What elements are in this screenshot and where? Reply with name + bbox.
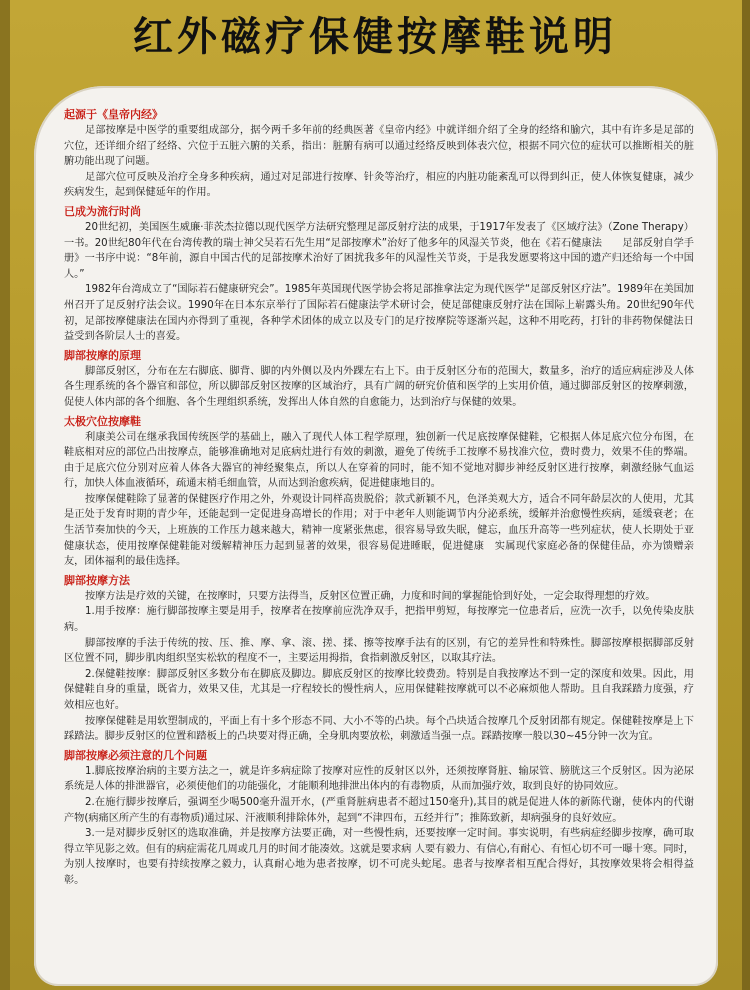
section-paragraph: 按摩保健鞋除了显著的保健医疗作用之外，外观设计同样高贵脱俗；款式新颖不凡，色泽美观大方，适合不同年龄层次的人使用，尤其是正处于发育时期的青少年，还能起到一定促进身高增长的作用；对于中老年人则能调节内分泌系统，缓解并治愈慢性疾病，延缓衰老；在生活节奏加快的今天，上班族的工作压力越来越大，精神一度紧张焦虑，很容易导致失眠，健忘，血压升高等一些列症状，使人长期处于亚健康状态，使用按摩保健鞋能对缓解精神压力起到显著的效果，很容易促进睡眠，促进健康 实属现代家庭必备的保健佳品，亦为馈赠亲友，团体福利的最佳选择。 — [64, 493, 694, 568]
section — [64, 203, 694, 345]
content-panel — [34, 86, 718, 986]
poster-frame-right — [742, 0, 750, 990]
section-paragraph: 足部按摩是中医学的重要组成部分，据今两千多年前的经典医著《皇帝内经》中就详细介绍了全身的经络和腧穴，其中有许多是足部的穴位，还详细介绍了经络、穴位于五脏六腑的关系，指出：脏腑有病可以通过经络反映到体表穴位，根据不同穴位的症状可以推断相关的脏腑功能出现了问题。 — [64, 125, 694, 168]
article-body — [64, 104, 694, 891]
section-paragraph: 2.在施行脚步按摩后，强调至少喝500毫升温开水，(严重肾脏病患者不超过150毫升),其目的就是促进人体的新陈代谢，使体内的代谢产物(病痛区所产生的有毒物质)通过尿、汗液顺利排除体外，起到“不津四布，五经并行”；推陈致新，却病强身的良好效应。 — [64, 796, 694, 824]
section-paragraph: 按摩保健鞋是用软塑制成的，平面上有十多个形态不同、大小不等的凸块。每个凸块适合按摩几个反射团都有规定。保健鞋按摩是上下踩踏法。脚步反射区的位置和踏板上的凸块要对得正确，全身肌肉要放松，刺激适当强一点。踩踏按摩一般以30~45分钟一次为宜。 — [64, 715, 694, 743]
section-paragraph: 按摩方法是疗效的关键，在按摩时，只要方法得当，反射区位置正确，力度和时间的掌握能恰到好处，一定会取得理想的疗效。 — [85, 590, 656, 602]
section-paragraph: 利康美公司在继承我国传统医学的基础上，融入了现代人体工程学原理，独创新一代足底按摩保健鞋，它根据人体足底穴位分布图，在鞋底相对应的部位凸出按摩点，能够准确地对足底病灶进行有效的刺激，避免了传统手工按摩不易找准穴位，费时费力，效果不佳的弊端。由于足底穴位分别对应着人体各大器官的神经聚集点，所以人在穿着的同时，能不知不觉地对脚步神经反射区进行按摩，刺激经脉气血运行，加快人体血液循环，疏通末梢毛细血管，从而达到治愈疾病，促进健康地目的。 — [64, 431, 694, 490]
poster-frame-left — [0, 0, 10, 990]
section-paragraph: 20世纪初，美国医生威廉·菲茨杰拉德以现代医学方法研究整理足部反射疗法的成果，于1917年发表了《区域疗法》（Zone Therapy）一书。20世纪80年代在台湾传教的瑞士神父吴若石先生用“足部按摩术”治好了他多年的风湿关节炎，他在《若石健康法 足部反射自学手册》一书序中说：“8年前，源自中国古代的足部按摩术治好了困扰我多年的风湿性关节炎，于是我发愿要将这中国的遗产归还给每一个中国人。” — [64, 221, 694, 280]
section-heading: 脚部按摩必须注意的几个问题 — [64, 748, 207, 762]
section-paragraph: 1982年台湾成立了“国际若石健康研究会”。1985年英国现代医学协会将足部推拿法定为现代医学“足部反射区疗法”。1989年在美国加州召开了足反射疗法会议。1990年在日本东京举行了国际若石健康法学术研讨会，使足部健康反射疗法在国际上崭露头角。20世纪90年代初，足部按摩健康法在国内亦得到了重视，各种学术团体的成立以及专门的足疗按摩院等逐渐兴起，这种不用吃药，打针的非药物保健法日益受到各阶层人士的喜爱。 — [64, 284, 694, 343]
section — [64, 747, 694, 889]
section-paragraph: 脚部反射区，分布在左右脚底、脚背、脚的内外侧以及内外踝左右上下。由于反射区分布的范围大，数量多，治疗的适应病症涉及人体各生理系统的各个器官和部位，所以脚部反射区按摩的区域治疗，具有广阔的研究价值和医学的上实用价值，通过脚部反射区的按摩刺激，促使人体内部的各个细胞、各个生理组织系统，发挥出人体自然的自愈能力，达到治疗与保健的效果。 — [64, 365, 694, 408]
section-heading: 脚部按摩的原理 — [64, 348, 141, 362]
poster-title: 红外磁疗保健按摩鞋说明 — [133, 13, 617, 60]
section-heading: 已成为流行时尚 — [64, 204, 141, 218]
section-heading: 起源于《皇帝内经》 — [64, 108, 163, 121]
section — [64, 106, 694, 201]
section-paragraph: 2.保健鞋按摩：脚部反射区多数分布在脚底及脚边。脚底反射区的按摩比较费劲。特别是自我按摩达不到一定的深度和效果。因此，用保健鞋自身的重量，既省力，效果又佳，尤其是一疗程较长的慢性病人，应用保健鞋按摩就可以不必麻烦他人帮助。且自我踩踏力度强，疗效相应也好。 — [64, 668, 694, 711]
section-heading: 太极穴位按摩鞋 — [64, 414, 141, 428]
section-paragraph: 1.脚底按摩治病的主要方法之一，就是许多病症除了按摩对应性的反射区以外，还须按摩肾脏、输尿管、膀胱这三个反射区。因为泌尿系统是人体的排泄器官，必须使他们的功能强化，才能顺利地排泄出体内的有毒物质，从而加强疗效，取到良好的协同效应。 — [64, 765, 694, 793]
section-paragraph: 足部穴位可反映及治疗全身多种疾病，通过对足部进行按摩、针灸等治疗，相应的内脏功能紊乱可以得到纠正，使人体恢复健康，减少疾病发生，起到保健延年的作用。 — [64, 171, 694, 199]
section-paragraph: 3.一是对脚步反射区的选取准确，并是按摩方法要正确，对一些慢性病，还要按摩一定时间。事实说明，有些病症经脚步按摩，确可取得立竿见影之效。但有的病症需花几周或几月的时间才能凑效。这就是要求病 人要有毅力、有信心,有耐心、有恒心切不可一曝十寒。同时，为别人按摩时，也要有持续按摩之毅力，认真耐心地为患者按摩，切不可虎头蛇尾。患者与按摩者相互配合得好，其按摩效果将会相得益彰。 — [64, 828, 694, 886]
section — [64, 413, 694, 570]
section-paragraph: 脚部按摩的手法于传统的按、压、推、摩、拿、滚、搓、揉、擦等按摩手法有的区别，有它的差异性和特殊性。脚部按摩根据脚部反射区位置不同，脚步肌肉组织坚实松软的程度不一，主要运用拇指，食指刺激反射区，以取其疗法。 — [64, 637, 694, 665]
section — [64, 572, 694, 745]
section-paragraph: 1.用手按摩：施行脚部按摩主要是用手，按摩者在按摩前应洗净双手，把指甲剪短，每按摩完一位患者后，应洗一次手，以免传染皮肤病。 — [64, 606, 694, 634]
section-heading: 脚部按摩方法 — [64, 573, 130, 587]
section — [64, 347, 694, 411]
